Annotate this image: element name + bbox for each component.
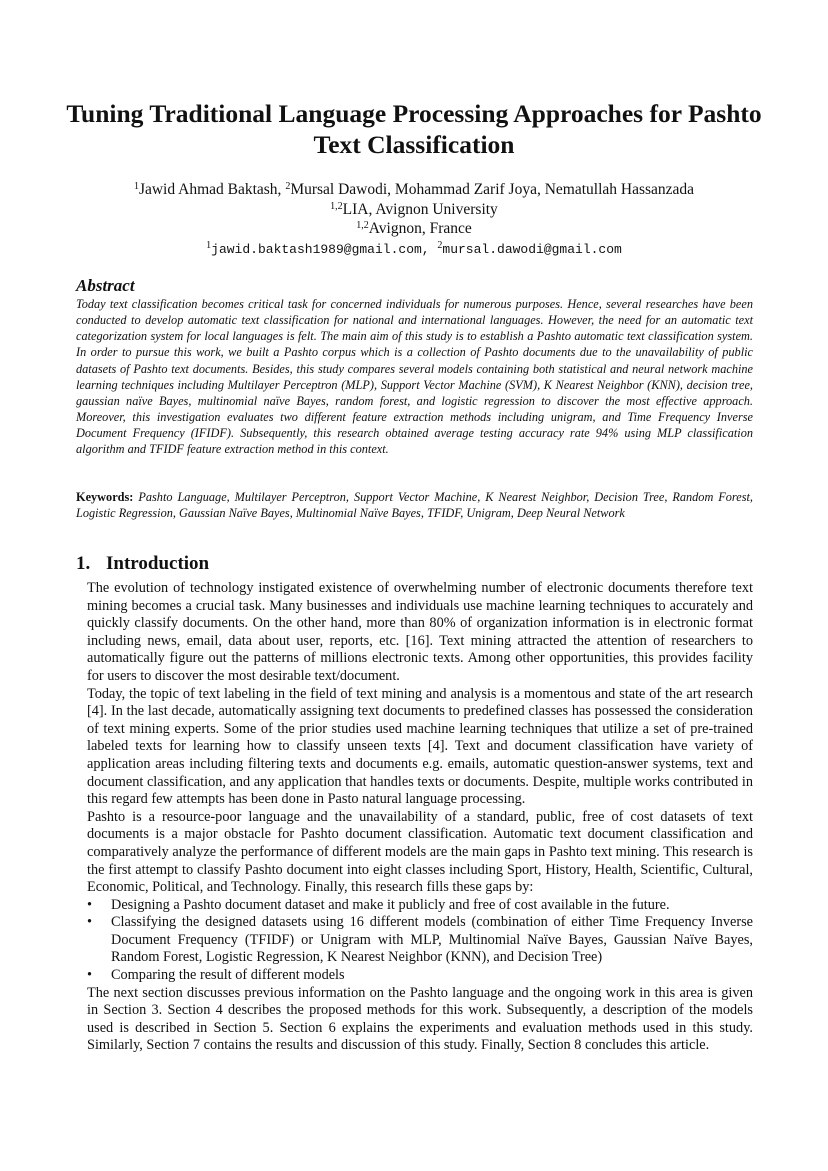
- bullet-icon: •: [87, 914, 93, 931]
- author-name: Jawid Ahmad Baktash,: [138, 181, 286, 198]
- list-item-text: Designing a Pashto document dataset and make it publicly and free of cost available in the future.: [111, 896, 670, 913]
- section-title: Introduction: [106, 553, 210, 574]
- section-number: 1.: [76, 553, 91, 574]
- email-link[interactable]: mursal.dawodi@gmail.com: [442, 241, 622, 257]
- paragraph: Today, the topic of text labeling in the field of text mining and analysis is a momentous and state of the art research [4]. In the last decade, automatically assigning text documents to predefined classes has possessed the consideration of text mining experts. Some of the prior studies used machine learning techniques that utilize a set of pre-trained labeled texts for learning how to classify unseen texts [4]. Text and document classification have variety of application areas including filtering texts and documents e.g. emails, automatic question-answer systems, text and document classification, and any application that handles texts or documents. Despite, multiple works contributed in this regard few attempts has been done in Pasto natural language processing.: [87, 685, 753, 808]
- paragraph: The next section discusses previous information on the Pashto language and the ongoing work in this area is given in Section 3. Section 4 describes the proposed methods for this work. Subsequently, a description of the models used is described in Section 5. Section 6 explains the experiments and evaluation methods used in this study. Similarly, Section 7 contains the results and discussion of this study. Finally, Section 8 concludes this article.: [87, 984, 753, 1054]
- list-item: [87, 967, 753, 985]
- location-superscript: 1,2: [356, 220, 369, 231]
- affiliation-text: LIA, Avignon University: [342, 200, 498, 218]
- bullet-icon: •: [87, 896, 93, 913]
- author-block: [40, 180, 788, 259]
- author-names: [40, 180, 788, 200]
- paragraph: The evolution of technology instigated existence of overwhelming number of electronic documents therefore text mining becomes a crucial task. Many businesses and individuals use machine learning techniques to accurately and quickly classify documents. On the other hand, more than 80% of organization information is in electronic format including news, email, data about user, reports, etc. [16]. Text mining attracted the attention of researchers to automatically figure out the patterns of millions electronic texts. Among other opportunities, this provides facility for users to discover the most desirable text/document.: [87, 580, 753, 684]
- section-heading: [76, 553, 209, 575]
- list-item: [87, 914, 753, 967]
- keywords-block: [76, 489, 753, 522]
- abstract-text: Today text classification becomes critical task for concerned individuals for numerous purposes. Hence, several researches have been conducted to develop automatic text classification for national and international languages. However, the need for an automatic text categorization system for local languages is felt. The main aim of this study is to establish a Pashto automatic text classification system. In order to pursue this work, we built a Pashto corpus which is a collection of Pashto documents due to the unavailability of public datasets of Pashto text documents. Besides, this study compares several models containing both statistical and neural network machine learning techniques including Multilayer Perceptron (MLP), Support Vector Machine (SVM), K Nearest Neighbor (KNN), decision tree, gaussian naïve Bayes, multinomial naïve Bayes, random forest, and logistic regression to discover the most effective approach. Moreover, this investigation evaluates two different feature extraction methods including unigram, and Time Frequency Inverse Document Frequency (IFIDF). Subsequently, this research obtained average testing accuracy rate 94% using MLP classification algorithm and TFIDF feature extraction method in this context.: [76, 297, 753, 457]
- location-text: Avignon, France: [368, 220, 472, 237]
- abstract-heading: Abstract: [76, 276, 135, 295]
- paper-title: Tuning Traditional Language Processing Approaches for Pashto Text Classification: [66, 99, 762, 159]
- author-name: Mursal Dawodi, Mohammad Zarif Joya, Nematullah Hassanzada: [290, 181, 695, 198]
- author-affiliation: [40, 200, 788, 220]
- author-superscript: 2: [285, 181, 291, 192]
- keywords-text: Pashto Language, Multilayer Perceptron, Support Vector Machine, K Nearest Neighbor, Decision Tree, Random Forest, Logistic Regression, Gaussian Naïve Bayes, Multinomial Naïve Bayes, TFIDF, Unigram, Deep Neural Network: [76, 490, 753, 521]
- list-item: [87, 897, 753, 915]
- keywords-colon: :: [129, 490, 134, 504]
- introduction-body: [87, 580, 753, 1055]
- email-superscript: 1: [206, 239, 212, 251]
- author-location: [40, 219, 788, 239]
- list-item-text: Comparing the result of different models: [111, 967, 345, 984]
- contribution-list: [87, 897, 753, 985]
- email-link[interactable]: jawid.baktash1989@gmail.com,: [211, 241, 438, 257]
- author-emails: [40, 239, 788, 260]
- affiliation-superscript: 1,2: [330, 200, 343, 212]
- list-item-text: Classifying the designed datasets using 16 different models (combination of either Time Frequency Inverse Document Frequency (TFIDF) or Unigram with MLP, Multinomial Naïve Bayes, Gaussian Naïve Bayes, Random Forest, Logistic Regression, K Nearest Neighbor (KNN), and Decision Tree): [111, 914, 753, 966]
- keywords-label: Keywords: [76, 490, 130, 504]
- bullet-icon: •: [87, 967, 93, 984]
- email-superscript: 2: [437, 239, 443, 251]
- author-superscript: 1: [133, 181, 139, 192]
- paragraph: Pashto is a resource-poor language and the unavailability of a standard, public, free of cost datasets of text documents is a major obstacle for Pashto document classification. Automatic text document classification and comparatively analyze the performance of different models are the main gaps in Pashto text mining. This research is the first attempt to classify Pashto document into eight classes including Sport, History, Health, Scientific, Cultural, Economic, Political, and Technology. Finally, this research fills these gaps by:: [87, 808, 753, 896]
